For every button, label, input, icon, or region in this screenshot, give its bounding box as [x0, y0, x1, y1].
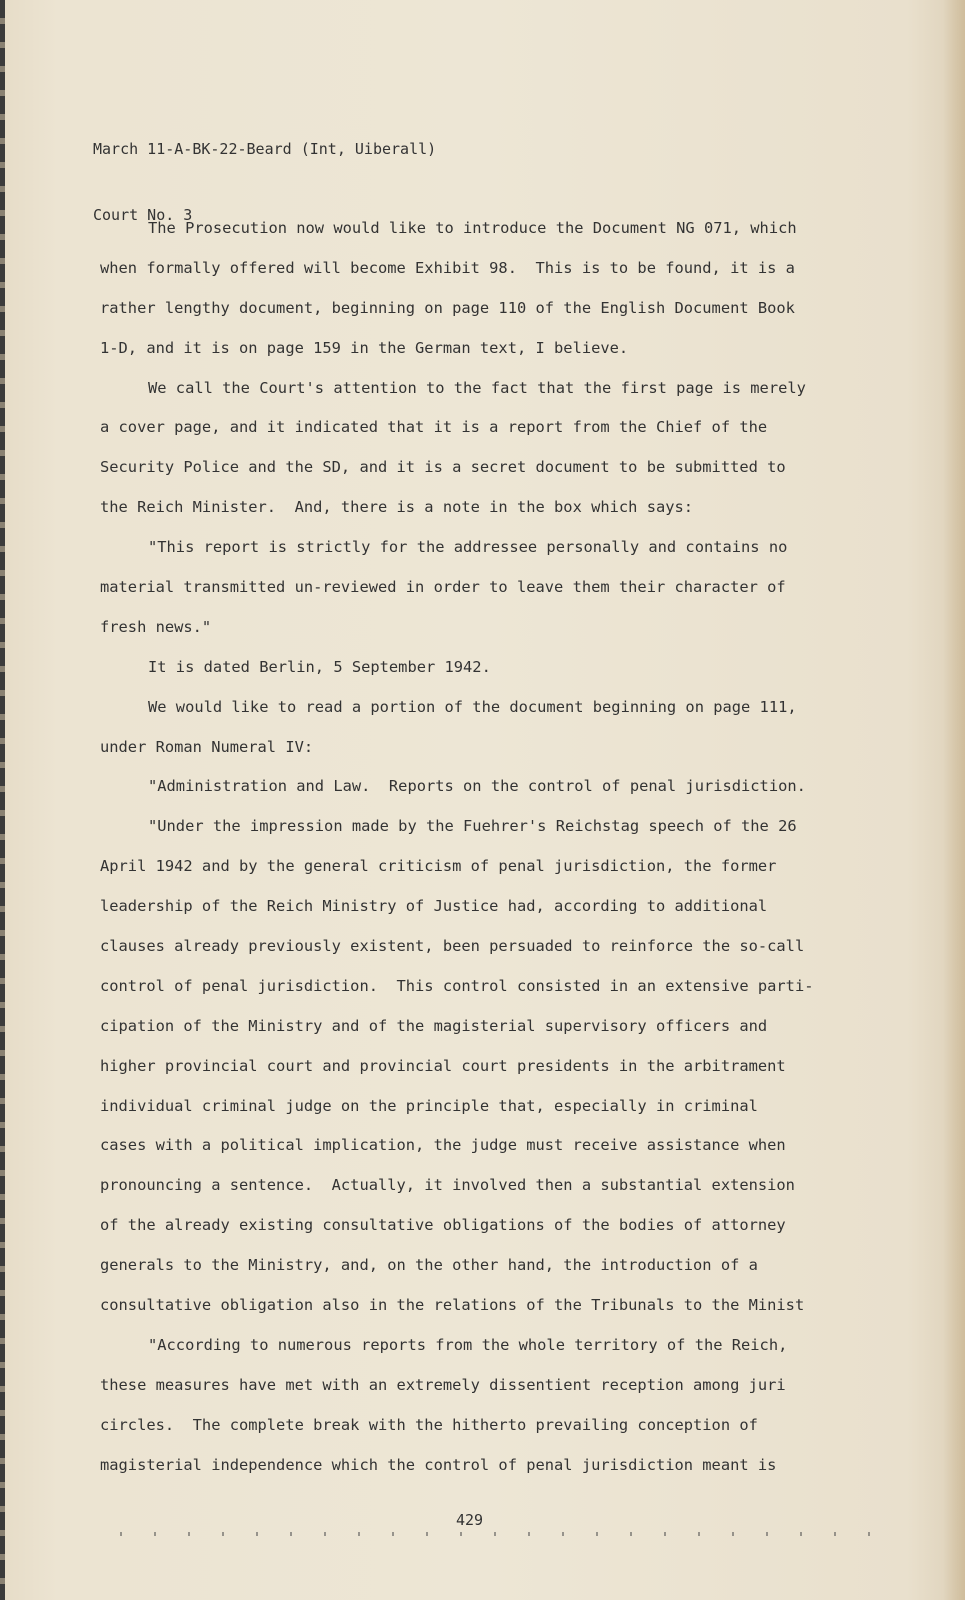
bottom-specks [120, 1532, 880, 1536]
text-line: when formally offered will become Exhibit 98. This is to be found, it is a [100, 258, 795, 277]
text-line: circles. The complete break with the hitherto prevailing conception of [100, 1415, 758, 1434]
header-line-2: Court No. 3 [93, 206, 193, 224]
text-line: "Administration and Law. Reports on the control of penal jurisdiction. [148, 777, 806, 796]
text-line: Security Police and the SD, and it is a secret document to be submitted to [100, 458, 786, 477]
text-line: April 1942 and by the general criticism of penal jurisdiction, the former [100, 857, 777, 876]
text-line: leadership of the Reich Ministry of Justice had, according to additional [100, 897, 768, 916]
text-line: It is dated Berlin, 5 September 1942. [148, 657, 491, 676]
text-line: "Under the impression made by the Fuehrer's Reichstag speech of the 26 [148, 817, 797, 836]
text-line: magisterial independence which the control of penal jurisdiction meant is [100, 1455, 777, 1474]
text-line: 1-D, and it is on page 159 in the German text, I believe. [100, 338, 629, 357]
text-line: control of penal jurisdiction. This control consisted in an extensive parti- [100, 976, 814, 995]
text-line: these measures have met with an extremely dissentient reception among juri [100, 1375, 786, 1394]
text-line: material transmitted un-reviewed in order to leave them their character of [100, 578, 786, 597]
text-line: rather lengthy document, beginning on page 110 of the English Document Book [100, 298, 795, 317]
text-line: fresh news." [100, 617, 212, 636]
text-line: "According to numerous reports from the whole territory of the Reich, [148, 1335, 788, 1354]
text-line: under Roman Numeral IV: [100, 737, 314, 756]
text-line: We call the Court's attention to the fact that the first page is merely [148, 378, 806, 397]
text-line: pronouncing a sentence. Actually, it involved then a substantial extension [100, 1176, 795, 1195]
header-line-1: March 11-A-BK-22-Beard (Int, Uiberall) [93, 140, 437, 158]
page-edge-shadow [943, 0, 965, 1600]
binding-strip [0, 0, 5, 1600]
text-line: individual criminal judge on the principle that, especially in criminal [100, 1096, 758, 1115]
text-line: clauses already previously existent, been persuaded to reinforce the so-call [100, 937, 805, 956]
text-line: a cover page, and it indicated that it is a report from the Chief of the [100, 418, 768, 437]
body-text [100, 209, 870, 1486]
text-line: higher provincial court and provincial court presidents in the arbitrament [100, 1056, 786, 1075]
text-line: We would like to read a portion of the document beginning on page 111, [148, 697, 797, 716]
text-line: the Reich Minister. And, there is a note in the box which says: [100, 498, 694, 517]
text-line: cases with a political implication, the judge must receive assistance when [100, 1136, 786, 1155]
text-line: cipation of the Ministry and of the magisterial supervisory officers and [100, 1016, 768, 1035]
text-line: "This report is strictly for the addressee personally and contains no [148, 538, 788, 557]
text-line: generals to the Ministry, and, on the other hand, the introduction of a [100, 1256, 758, 1275]
page-number: 429 [456, 1511, 484, 1529]
text-line: The Prosecution now would like to introduce the Document NG 071, which [148, 219, 797, 237]
text-line: of the already existing consultative obligations of the bodies of attorney [100, 1216, 786, 1235]
text-line: consultative obligation also in the relations of the Tribunals to the Minist [100, 1296, 805, 1315]
